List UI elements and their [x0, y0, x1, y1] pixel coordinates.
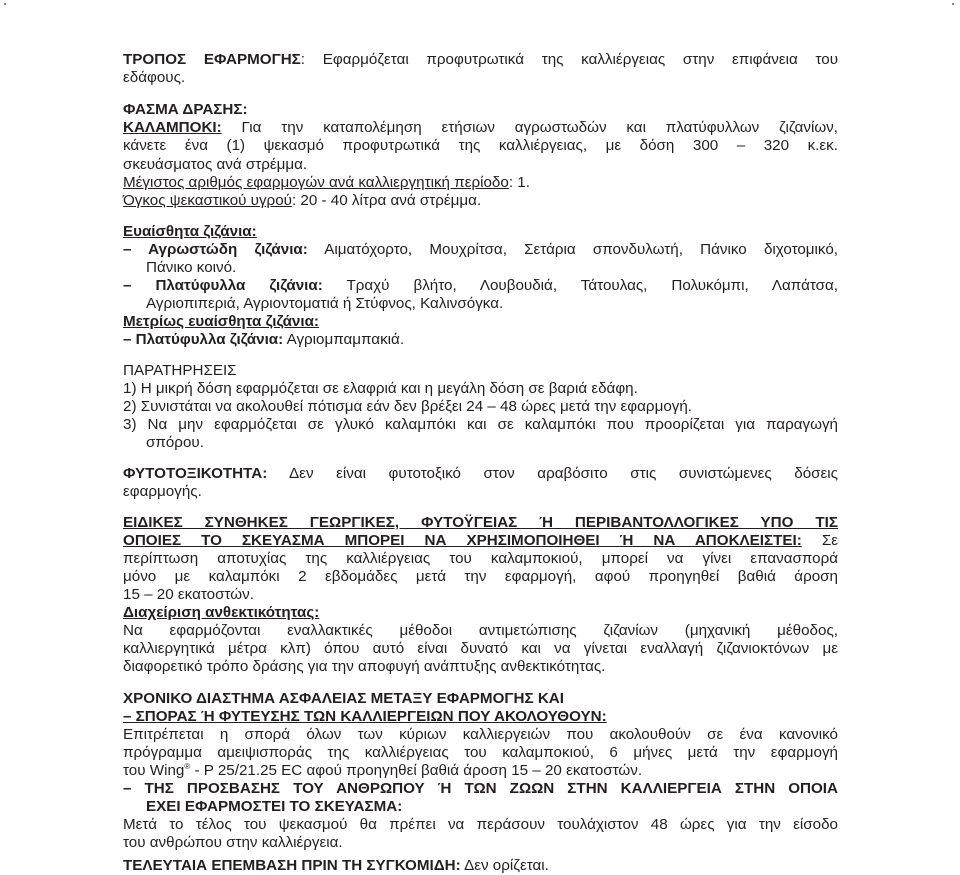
spectrum-heading: ΦΑΣΜΑ ΔΡΑΣΗΣ: — [123, 101, 248, 118]
moderate-weeds: – Πλατύφυλλα ζιζάνια: Αγριομπαμπακιά. — [123, 331, 405, 348]
sensitive-weeds-heading: Ευαίσθητα ζιζάνια: — [123, 223, 257, 240]
resistance-text: διαφορετικό τρόπο δράσης για την αποφυγή ανάπτυξης ανθεκτικότητας. — [123, 658, 606, 675]
application-method-cont: εδάφους. — [123, 69, 186, 86]
sowing-text: πρόγραμμα αμειψισποράς της καλλιέργειας του καλαμποκιού, 6 μήνες μετά την εφαρμογή — [123, 744, 838, 761]
phytotoxicity-cont: εφαρμογής. — [123, 483, 202, 500]
application-method-label: ΤΡΟΠΟΣ ΕΦΑΡΜΟΓΗΣ — [123, 51, 301, 68]
moderate-weeds-heading: Μετρίως ευαίσθητα ζιζάνια: — [123, 313, 319, 330]
max-applications: Μέγιστος αριθμός εφαρμογών ανά καλλιεργητική περίοδο: 1. — [123, 174, 530, 191]
special-conditions-text: 15 – 20 εκατοστών. — [123, 586, 254, 603]
broadleaf-weeds-cont: Αγριοπιπεριά, Αγριοντοματιά ή Στύφνος, Καλινσόγκα. — [146, 295, 504, 312]
access-text: Μετά το τέλος του ψεκασμού θα πρέπει να περάσουν τουλάχιστον 48 ώρες για την είσοδο — [123, 816, 838, 833]
grass-weeds: – Αγρωστώδη ζιζάνια: Αιματόχορτο, Μουχρίτσα, Σετάρια σπονδυλωτή, Πάνικο διχοτομικό, — [123, 241, 839, 258]
resistance-heading: Διαχείριση ανθεκτικότητας: — [123, 604, 320, 621]
resistance-text: καλλιεργητικά μέτρα κλπ) όπου αυτό είναι δυνατό και να γίνεται εναλλαγή ζιζανιοκτόνων με — [123, 640, 838, 657]
broadleaf-weeds: – Πλατύφυλλα ζιζάνια: Τραχύ βλήτο, Λουβουδιά, Τάτουλας, Πολυκόμπι, Λαπάτσα, — [123, 277, 839, 294]
corner-mark — [4, 3, 6, 5]
note-item: 1) Η μικρή δόση εφαρμόζεται σε ελαφριά και η μεγάλη δόση σε βαριά εδάφη. — [123, 380, 638, 397]
notes-heading: ΠΑΡΑΤΗΡΗΣΕΙΣ — [123, 362, 237, 379]
access-text: του ανθρώπου στην καλλιέργεια. — [123, 834, 343, 851]
note-item: 3) Να μην εφαρμόζεται σε γλυκό καλαμπόκι και σε καλαμπόκι που προορίζεται για παραγωγή — [123, 416, 838, 433]
sowing-text: του Wing® - P 25/21.25 EC αφού προηγηθεί βαθιά άροση 15 – 20 εκατοστών. — [123, 762, 643, 779]
application-method: ΤΡΟΠΟΣ ΕΦΑΡΜΟΓΗΣ: Εφαρμόζεται προφυτρωτικά της καλλιέργειας στην επιφάνεια του — [123, 51, 839, 68]
spray-volume: Όγκος ψεκαστικού υγρού: 20 - 40 λίτρα ανά στρέμμα. — [123, 192, 482, 209]
safety-interval-heading: ΧΡΟΝΙΚΟ ΔΙΑΣΤΗΜΑ ΑΣΦΑΛΕΙΑΣ ΜΕΤΑΞΥ ΕΦΑΡΜΟΓΗΣ ΚΑΙ — [123, 690, 564, 707]
note-item: 2) Συνιστάται να ακολουθεί πότισμα εάν δεν βρέξει 24 – 48 ώρες μετά την εφαρμογή. — [123, 398, 693, 415]
access-heading-cont: ΕΧΕΙ ΕΦΑΡΜΟΣΤΕΙ ΤΟ ΣΚΕΥΑΣΜΑ: — [146, 798, 403, 815]
special-conditions-heading: ΕΙΔΙΚΕΣ ΣΥΝΘΗΚΕΣ ΓΕΩΡΓΙΚΕΣ, ΦΥΤΟΫΓΕΙΑΣ Ή ΠΕΡΙΒΑΝΤΟΛΛΟΓΙΚΕΣ ΥΠΟ ΤΙΣ — [123, 514, 838, 531]
corn-paragraph-line: κάνετε ένα (1) ψεκασμό προφυτρωτικά της καλλιέργειας, με δόση 300 – 320 κ.εκ. — [123, 137, 838, 154]
phytotoxicity: ΦΥΤΟΤΟΞΙΚΟΤΗΤΑ: Δεν είναι φυτοτοξικό στον αραβόσιτο στις συνιστώμενες δόσεις — [123, 465, 838, 482]
special-conditions-heading-line: ΟΠΟΙΕΣ ΤΟ ΣΚΕΥΑΣΜΑ ΜΠΟΡΕΙ ΝΑ ΧΡΗΣΙΜΟΠΟΙΗΘΕΙ Ή ΝΑ ΑΠΟΚΛΕΙΣΤΕΙ: Σε — [123, 532, 838, 549]
grass-weeds-cont: Πάνικο κοινό. — [146, 259, 237, 276]
corn-label: ΚΑΛΑΜΠΟΚΙ: — [123, 119, 222, 136]
note-item-cont: σπόρου. — [146, 434, 204, 451]
resistance-text: Να εφαρμόζονται εναλλακτικές μέθοδοι αντιμετώπισης ζιζανίων (μηχανική μέθοδος, — [123, 622, 838, 639]
corner-mark — [952, 3, 954, 5]
registered-mark: ® — [184, 762, 191, 771]
sowing-heading: – ΣΠΟΡΑΣ Ή ΦΥΤΕΥΣΗΣ ΤΩΝ ΚΑΛΛΙΕΡΓΕΙΩΝ ΠΟΥ ΑΚΟΛΟΥΘΟΥΝ: — [123, 708, 607, 725]
special-conditions-text: μόνο με καλαμπόκι 2 εβδομάδες μετά την εφαρμογή, αφού προηγηθεί βαθιά άροση — [123, 568, 838, 585]
corn-paragraph: ΚΑΛΑΜΠΟΚΙ: Για την καταπολέμηση ετήσιων αγρωστωδών και πλατύφυλλων ζιζανίων, — [123, 119, 838, 136]
last-treatment: ΤΕΛΕΥΤΑΙΑ ΕΠΕΜΒΑΣΗ ΠΡΙΝ ΤΗ ΣΥΓΚΟΜΙΔΗ: Δεν ορίζεται. — [123, 857, 549, 874]
corn-paragraph-line: σκευάσματος ανά στρέμμα. — [123, 156, 308, 173]
sowing-text: Επιτρέπεται η σπορά όλων των κύριων καλλιεργειών που ακολουθούν σε ένα κανονικό — [123, 726, 838, 743]
access-heading: – ΤΗΣ ΠΡΟΣΒΑΣΗΣ ΤΟΥ ΑΝΘΡΩΠΟΥ Ή ΤΩΝ ΖΩΩΝ ΣΤΗΝ ΚΑΛΛΙΕΡΓΕΙΑ ΣΤΗΝ ΟΠΟΙΑ — [123, 780, 838, 797]
special-conditions-text: περίπτωση αποτυχίας της καλλιέργειας του καλαμποκιού, μπορεί να γίνει επανασπορά — [123, 550, 838, 567]
